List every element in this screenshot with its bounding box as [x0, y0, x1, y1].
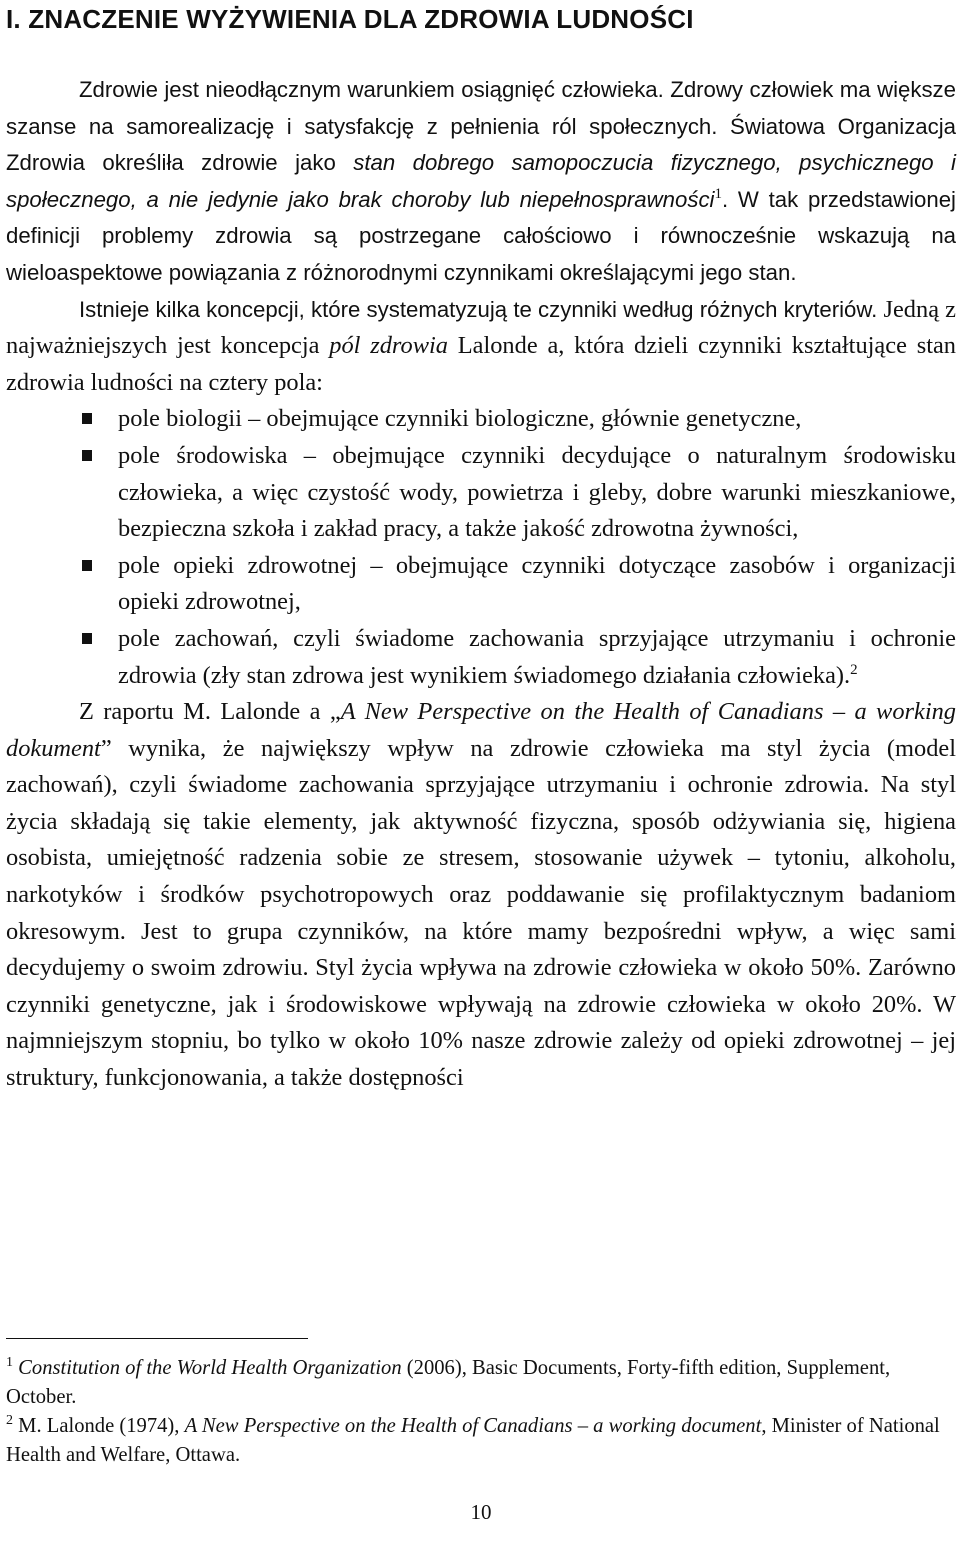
who-definition: stan dobrego samopoczucia fizycznego, psychicznego i społecznego, a nie jedynie jako brak choroby lub niepełnosprawności [6, 150, 956, 212]
footnote-1: $^1$ Constitution of the World Health Organization (2006), Basic Documents, Forty-fifth edition, Supplement, October. [6, 1355, 891, 1408]
paragraph-3: Z raportu M. Lalonde a „A New Perspective on the Health of Canadians – a working dokument” wynika, że największy wpływ na zdrowie człowieka ma styl życia (model zachowań), czyli świadome zachowania sprzyjające utrzymaniu i ochronie zdrowia. Na styl życia składają się takie elementy, jak aktywność fizyczna, sposób odżywiania się, higiena osobista, umiejętność radzenia sobie ze stresem, stosowanie używek – tytoniu, alkoholu, narkotyków i środków psychotropowych oraz poddawanie się profilaktycznym badaniom okresowym. Jest to grupa czynników, na które mamy bezpośredni wpływ, a więc sami decydujemy o swoim zdrowiu. Styl życia wpływa na zdrowie człowieka w około 50%. Zarówno czynniki genetyczne, jak i środowiskowe wpływają na zdrowie człowieka w około 20%. W najmniejszym stopniu, bo tylko w około 10% nasze zdrowie zależy od opieki zdrowotnej – jej struktury, funkcjonowania, a także dostępności [6, 698, 956, 1092]
footnote-separator [6, 1338, 308, 1339]
footnotes [6, 1354, 956, 1470]
paragraph-2: Istnieje kilka koncepcji, które systematyzują te czynniki według różnych kryteriów. Jedną z najważniejszych jest koncepcja pól zdrowia Lalonde a, która dzieli czynniki kształtujące stan zdrowia ludności na cztery pola: [6, 295, 956, 396]
list-item: pole zachowań, czyli świadome zachowania sprzyjające utrzymaniu i ochronie zdrowia (zły stan zdrowa jest wynikiem świadomego działania człowieka).$^2$ [118, 621, 956, 694]
report-title: A New Perspective on the Health of Canadians – a working dokument [6, 698, 956, 762]
footnote-ref-1[interactable]: 1 [714, 185, 722, 202]
footnote-ref-2[interactable]: 2 [850, 661, 858, 678]
paragraph-1: Zdrowie jest nieodłącznym warunkiem osiągnięć człowieka. Zdrowy człowiek ma większe szanse na samorealizację i satysfakcję z pełnienia ról społecznych. Światowa Organizacja Zdrowia określiła zdrowie jako stan dobrego samopoczucia fizycznego, psychicznego i społecznego, a nie jedynie jako brak choroby lub niepełnosprawności$^1$. W tak przedstawionej definicji problemy zdrowia są postrzegane całościowo i równocześnie wskazują na wieloaspektowe powiązania z różnorodnymi czynnikami określającymi jego stan. [6, 77, 956, 285]
bullet-square-icon [82, 633, 92, 644]
health-fields-list [6, 401, 956, 694]
body-text [6, 72, 956, 1097]
list-item: pole biologii – obejmujące czynniki biologiczne, głównie genetyczne, [118, 401, 956, 438]
health-fields-term: pól zdrowia [329, 332, 448, 360]
list-item: pole środowiska – obejmujące czynniki decydujące o naturalnym środowisku człowieka, a więc czystość wody, powietrza i gleby, dobre warunki mieszkaniowe, bezpieczna szkoła i zakład pracy, a także jakość zdrowotna żywności, [118, 438, 956, 548]
bullet-square-icon [82, 560, 92, 571]
bullet-square-icon [82, 413, 92, 424]
list-item: pole opieki zdrowotnej – obejmujące czynniki dotyczące zasobów i organizacji opieki zdrowotnej, [118, 548, 956, 621]
bullet-square-icon [82, 450, 92, 461]
chapter-heading: I. ZNACZENIE WYŻYWIENIA DLA ZDROWIA LUDNOŚCI [6, 4, 694, 34]
footnote-2: $^2$ M. Lalonde (1974), A New Perspective on the Health of Canadians – a working document, Minister of National Health and Welfare, Ottawa. [6, 1413, 940, 1466]
page-number: 10 [470, 1500, 492, 1524]
